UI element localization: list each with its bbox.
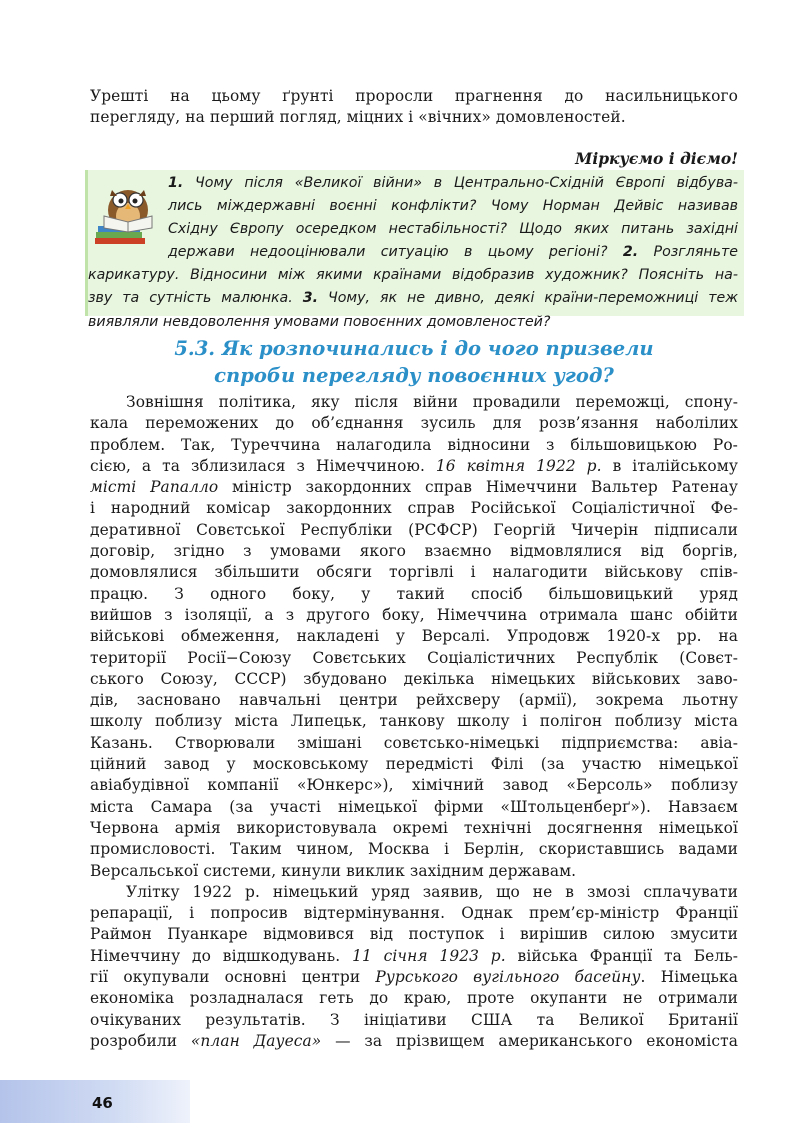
section-title-line-1: 5.3. Як розпочинались і до чого призвели (174, 337, 654, 360)
text-run: карикатуру. Відносини між якими країнами відобразив художник? Поясніть на- (88, 267, 738, 284)
body-line (90, 648, 738, 669)
text-run: Зовнішня політика, яку після війни провадили переможці, спону- (126, 393, 738, 411)
text-run: працю. З одного боку, у такий спосіб більшовицький уряд (90, 584, 738, 603)
text-run: виявляли невдоволення умовами повоєнних домовленостей? (88, 313, 551, 330)
body-line (90, 754, 738, 775)
body-line (90, 605, 738, 626)
text-run: вийшов з ізоляції, а з другого боку, Німеччина отримала шанс обійти (90, 605, 738, 624)
question-number: 3. (302, 290, 318, 307)
body-line (90, 733, 738, 754)
text-run: школу поблизу міста Липецьк, танкову школу і полігон поблизу міста (90, 712, 738, 731)
text-run: очікуваних результатів. З ініціативи США та Великої Британії (90, 1010, 738, 1029)
page-number: 46 (92, 1094, 113, 1112)
body-line (90, 1031, 738, 1052)
text-run: — за прізвищем американського економіста (321, 1031, 738, 1050)
task-line (88, 218, 738, 241)
text-run: економіка розладналася геть до краю, проте окупанти не отримали (90, 989, 738, 1008)
text-run: Раймон Пуанкаре відмовився від поступок і вирішив силою змусити (90, 925, 738, 944)
body-line (90, 690, 738, 711)
task-line (88, 241, 738, 264)
text-run: Розгляньте (638, 244, 738, 261)
text-run: проблем. Так, Туреччина налагодила відносини з більшовицькою Ро- (90, 435, 738, 454)
question-number: 1. (168, 175, 184, 191)
section-title-line-2: спроби перегляду повоєнних угод? (214, 364, 614, 387)
body-line (90, 903, 738, 924)
task-heading: Міркуємо і діємо! (575, 149, 738, 168)
emphasis-text: Рурського вугільного басейну (375, 968, 641, 987)
text-run: домовлялися збільшити обсяги торгівлі і налагодити військову спів- (90, 563, 738, 582)
text-run: Німеччину до відшкодувань. (90, 946, 353, 965)
body-line (90, 1010, 738, 1031)
body-line (90, 456, 738, 477)
emphasis-text: місті Рапалло (90, 478, 219, 497)
task-line (88, 287, 738, 310)
emphasis-text: 16 квітня 1922 р. (435, 456, 602, 475)
text-run: Чому, як не дивно, деякі країни-переможниці теж (318, 290, 738, 307)
emphasis-text: 11 січня 1923 р. (352, 946, 506, 965)
task-line (88, 264, 738, 287)
text-run: кала переможених до об’єднання зусиль для розв’язання наболілих (90, 414, 738, 433)
body-line (90, 924, 738, 945)
body-line (90, 839, 738, 860)
text-run: розробили (90, 1031, 191, 1050)
task-questions (88, 172, 738, 334)
body-line (90, 562, 738, 583)
text-run: дів, засновано навчальні центри рейхсверу (армії), зокрема льотну (90, 691, 738, 710)
body-line (90, 711, 738, 732)
body-line (90, 775, 738, 796)
task-line (88, 311, 738, 334)
text-run: Улітку 1922 р. німецький уряд заявив, що не в змозі сплачувати (126, 882, 738, 901)
text-run: сією, а та зблизилася з Німеччиною. (90, 456, 436, 475)
text-run: гії окупували основні центри (90, 968, 376, 987)
text-run: репарації, і попросив відтермінування. Однак прем’єр-міністр Франції (90, 904, 738, 923)
body-line (90, 818, 738, 839)
emphasis-text: «план Дауеса» (190, 1031, 322, 1050)
text-run: Казань. Створювали змішані совєтсько-німецькі підприємства: авіа- (90, 733, 738, 752)
body-line (90, 882, 738, 903)
text-run: в італійському (601, 456, 738, 475)
intro-paragraph (90, 86, 738, 129)
text-run: військові обмеження, накладені у Версалі. Упродовж 1920-х рр. на (90, 627, 738, 646)
text-run: міністр закордонних справ Німеччини Вальтер Ратенау (218, 478, 738, 497)
text-run: війська Франції та Бель- (505, 946, 738, 965)
text-run: території Росії−Союзу Совєтських Соціалістичних Республік (Совєт- (90, 648, 738, 667)
body-line (90, 584, 738, 605)
body-line (90, 669, 738, 690)
text-run: Чому після «Великої війни» в Центрально-Східній Європі відбува- (183, 175, 738, 191)
text-run: ційний завод у московському передмісті Філі (за участю німецької (90, 755, 738, 774)
question-number: 2. (622, 244, 639, 261)
body-line (90, 946, 738, 967)
body-line (90, 520, 738, 541)
body-line (90, 861, 738, 882)
body-line (90, 392, 738, 413)
text-run: договір, згідно з умовами якого взаємно відмовлялися від боргів, (90, 542, 738, 561)
text-run: Версальської системи, кинули виклик західним державам. (90, 861, 577, 880)
text-run: Східну Європу осередком нестабільності? Щодо яких питань західні (168, 221, 738, 238)
body-line (90, 477, 738, 498)
intro-line: перегляду, на перший погляд, міцних і «вічних» домовленостей. (90, 108, 626, 127)
text-run: ського Союзу, СССР) збудовано декілька німецьких військових заво- (90, 669, 738, 688)
text-run: . Німецька (640, 968, 738, 987)
text-run: держави недооцінювали ситуацію в цьому регіоні? (168, 244, 623, 261)
text-run: авіабудівної компанії «Юнкерс»), хімічний завод «Берсоль» поблизу (90, 776, 738, 795)
body-line (90, 967, 738, 988)
text-run: деративної Совєтської Республіки (РСФСР) Георгій Чичерін підписали (90, 520, 738, 539)
body-line (90, 988, 738, 1009)
body-line (90, 413, 738, 434)
text-run: промисловості. Таким чином, Москва і Берлін, скориставшись вадами (90, 840, 738, 859)
task-line (88, 195, 738, 218)
text-run: Червона армія використовувала окремі технічні досягнення німецької (90, 818, 738, 837)
body-line (90, 541, 738, 562)
body-line (90, 498, 738, 519)
section-title (90, 335, 738, 389)
body-line (90, 626, 738, 647)
text-run: лись міждержавні воєнні конфлікти? Чому Норман Дейвіс називав (168, 198, 738, 215)
body-line (90, 797, 738, 818)
task-line (88, 172, 738, 195)
body-text (90, 392, 738, 1052)
text-run: і народний комісар закордонних справ Російської Соціалістичної Фе- (90, 499, 738, 518)
text-run: міста Самара (за участі німецької фірми «Штольценберґ»). Навзаєм (90, 797, 738, 816)
intro-line: Урешті на цьому ґрунті проросли прагнення до насильницького (90, 87, 738, 105)
body-line (90, 435, 738, 456)
text-run: зву та сутність малюнка. (88, 290, 303, 307)
